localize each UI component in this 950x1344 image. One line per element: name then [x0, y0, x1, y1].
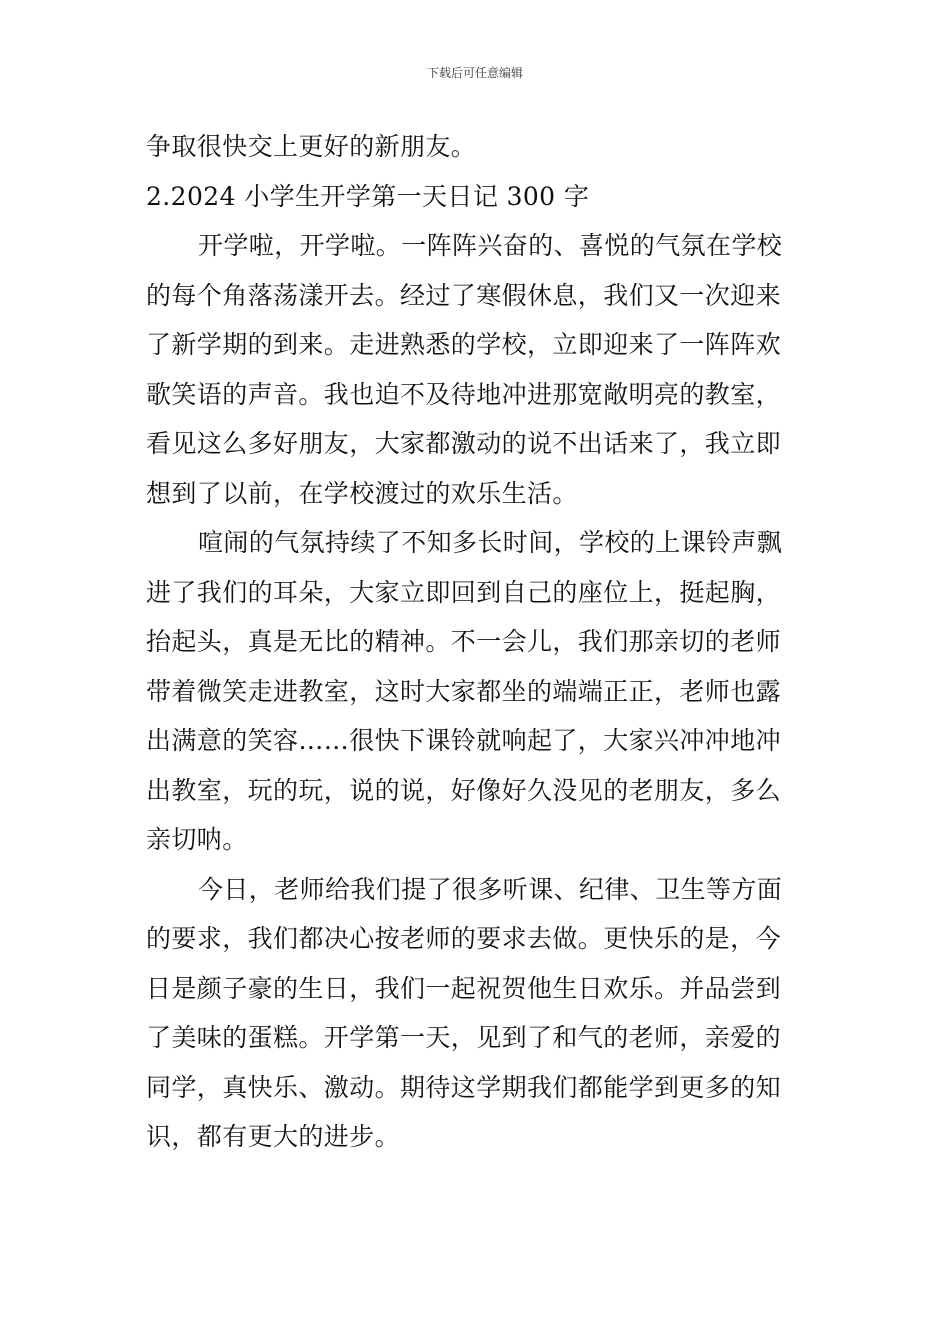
text-line: 争取很快交上更好的新朋友。 [146, 132, 477, 161]
paragraph-2-line: 喧闹的气氛持续了不知多长时间，学校的上课铃声飘 [198, 528, 783, 557]
paragraph-3-line: 日是颜子豪的生日，我们一起祝贺他生日欢乐。并品尝到 [146, 973, 782, 1003]
page-header-note: 下载后可任意编辑 [426, 66, 523, 80]
paragraph-3-line: 了美味的蛋糕。开学第一天，见到了和气的老师，亲爱的 [146, 1023, 782, 1052]
paragraph-3-line: 同学，真快乐、激动。期待这学期我们都能学到更多的知 [146, 1072, 782, 1102]
section-heading: 2.2024 小学生开学第一天日记 300 字 [146, 181, 590, 211]
paragraph-3-line: 识，都有更大的进步。 [146, 1122, 401, 1151]
paragraph-2-line: 出教室，玩的玩，说的说，好像好久没见的老朋友，多么 [146, 775, 782, 805]
paragraph-2-line: 抬起头，真是无比的精神。不一会儿，我们那亲切的老师 [146, 627, 782, 656]
paragraph-3-line: 今日，老师给我们提了很多听课、纪律、卫生等方面 [198, 874, 783, 904]
paragraph-1-line: 歌笑语的声音。我也迫不及待地冲进那宽敞明亮的教室， [146, 379, 782, 409]
paragraph-1-line: 了新学期的到来。走进熟悉的学校，立即迎来了一阵阵欢 [146, 330, 782, 359]
paragraph-2-line: 进了我们的耳朵，大家立即回到自己的座位上，挺起胸， [146, 577, 782, 607]
paragraph-1-line: 看见这么多好朋友，大家都激动的说不出话来了，我立即 [146, 429, 782, 458]
paragraph-2-line: 带着微笑走进教室，这时大家都坐的端端正正，老师也露 [146, 676, 782, 706]
paragraph-1-line: 开学啦，开学啦。一阵阵兴奋的、喜悦的气氛在学校 [198, 231, 783, 260]
paragraph-1-line: 的每个角落荡漾开去。经过了寒假休息，我们又一次迎来 [146, 280, 782, 310]
paragraph-2-line: 出满意的笑容……很快下课铃就响起了，大家兴冲冲地冲 [146, 726, 782, 755]
paragraph-3-line: 的要求，我们都决心按老师的要求去做。更快乐的是，今 [146, 924, 782, 953]
paragraph-1-line: 想到了以前，在学校渡过的欢乐生活。 [146, 478, 578, 508]
paragraph-2-line: 亲切呐。 [146, 825, 248, 854]
document-body [146, 128, 808, 1168]
